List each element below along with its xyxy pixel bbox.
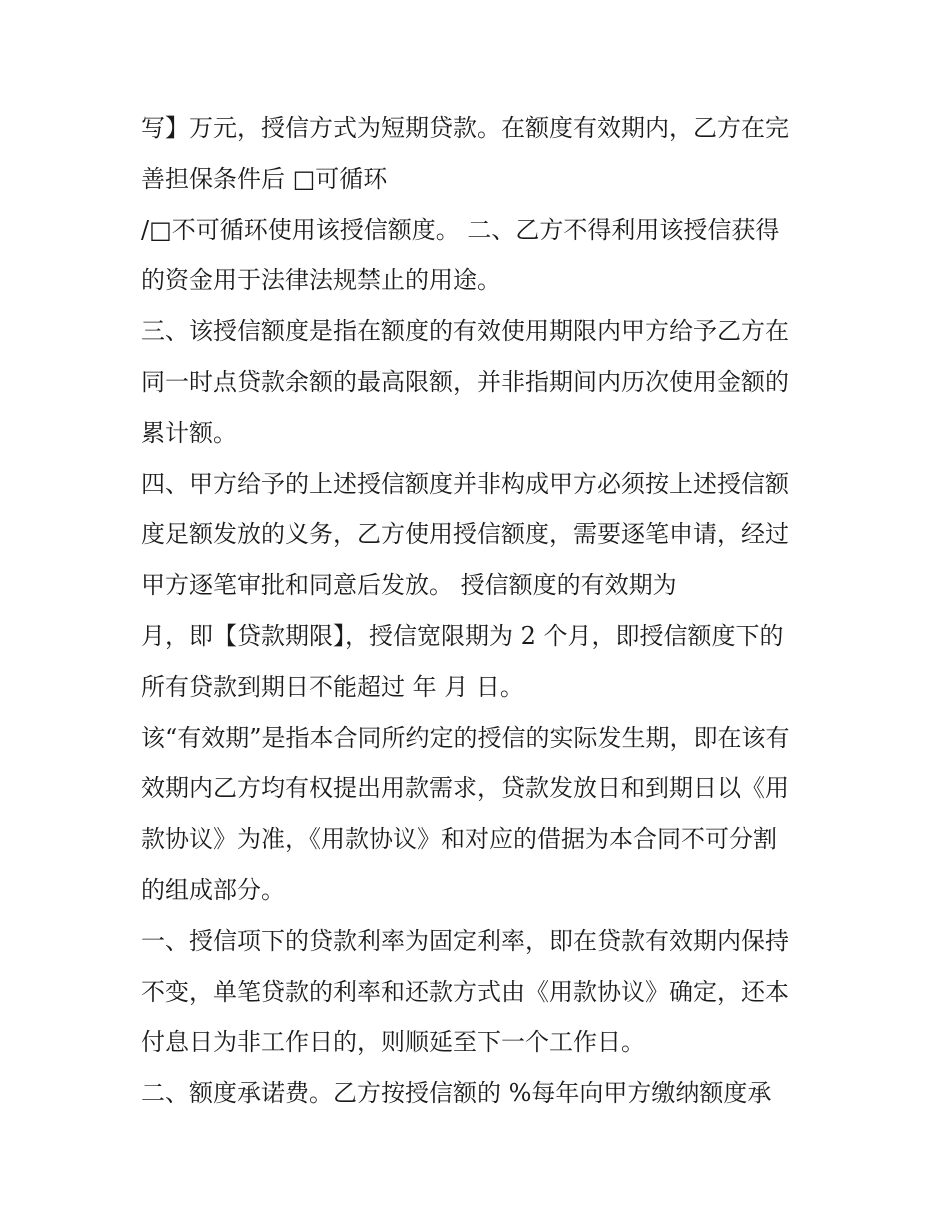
contract-text [141, 108, 821, 1124]
text-line: 该“有效期”是指本合同所约定的授信的实际发生期，即在该有 [141, 723, 790, 752]
text-line: 付息日为非工作日的，则顺延至下一个工作日。 [141, 1028, 645, 1057]
text-line: 三、该授信额度是指在额度的有效使用期限内甲方给予乙方在 [141, 317, 789, 346]
text-line: 不变，单笔贷款的利率和还款方式由《用款协议》确定，还本 [141, 977, 789, 1006]
text-line: 的组成部分。 [141, 875, 285, 904]
text-line: 善担保条件后 □可循环 [141, 164, 388, 193]
text-line: 款协议》为准，《用款协议》和对应的借据为本合同不可分割 [141, 825, 777, 854]
text-line: 四、甲方给予的上述授信额度并非构成甲方必须按上述授信额 [141, 469, 789, 498]
text-line: 效期内乙方均有权提出用款需求，贷款发放日和到期日以《用 [141, 774, 789, 803]
text-line: 一、授信项下的贷款利率为固定利率，即在贷款有效期内保持 [141, 926, 789, 955]
text-line: 累计额。 [141, 418, 237, 447]
text-line: 所有贷款到期日不能超过 年 月 日。 [141, 672, 524, 701]
text-line: 同一时点贷款余额的最高限额，并非指期间内历次使用金额的 [141, 367, 789, 396]
text-line: 甲方逐笔审批和同意后发放。 授信额度的有效期为 [141, 571, 677, 600]
text-line: 度足额发放的义务，乙方使用授信额度，需要逐笔申请，经过 [141, 520, 789, 549]
text-line: /□不可循环使用该授信额度。 二、乙方不得利用该授信获得 [141, 215, 780, 244]
text-line: 写】万元，授信方式为短期贷款。在额度有效期内，乙方在完 [141, 114, 789, 142]
text-line: 二、额度承诺费。乙方按授信额的 %每年向甲方缴纳额度承 [141, 1079, 772, 1108]
text-line: 的资金用于法律法规禁止的用途。 [141, 266, 501, 295]
text-line: 月，即【贷款期限】，授信宽限期为 2 个月，即授信额度下的 [141, 621, 784, 650]
